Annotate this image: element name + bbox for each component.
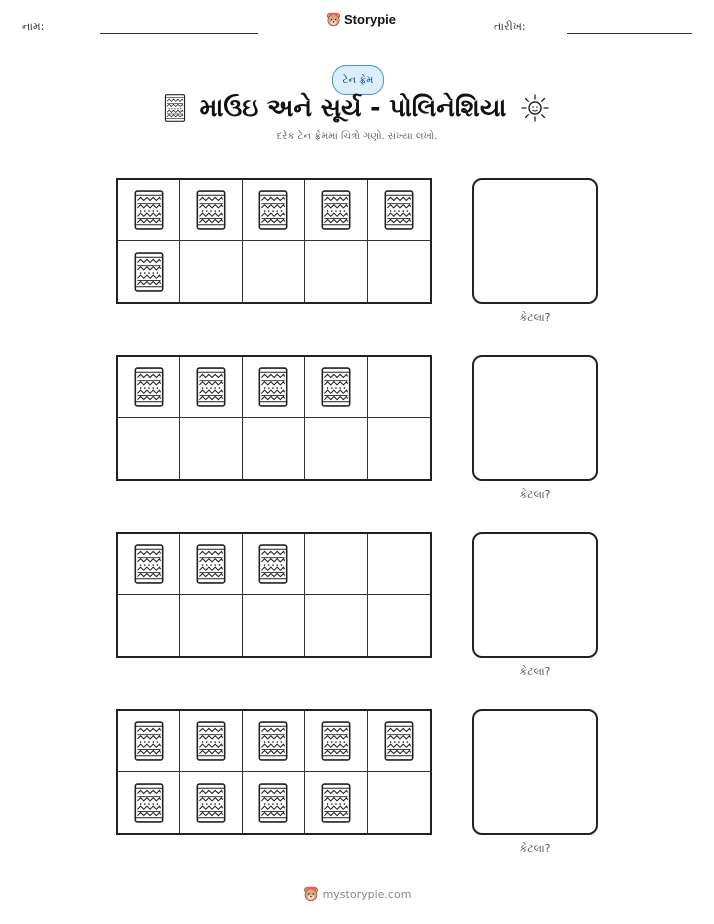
ten-frame-cell xyxy=(368,711,430,772)
ten-frame-cell xyxy=(180,241,242,302)
ten-frame-cell xyxy=(243,534,305,595)
ten-frame-cell xyxy=(368,241,430,302)
ten-frame-cell xyxy=(305,241,367,302)
ten-frame-cell xyxy=(243,180,305,241)
how-many-label: કેટલા? xyxy=(519,842,551,855)
how-many-label: કેટલા? xyxy=(519,311,551,324)
ten-frame-cell xyxy=(368,418,430,479)
ten-frame-cell xyxy=(243,711,305,772)
ten-frame-badge: ટેન ફ્રેમ xyxy=(332,65,384,95)
instructions: દરેક ટેન ફ્રેમમાં ચિત્રો ગણો. સંખ્યા લખો. xyxy=(276,131,438,142)
ten-frame-cell xyxy=(243,241,305,302)
name-label: નામ: xyxy=(22,20,45,33)
ten-frame-cell xyxy=(118,534,180,595)
name-line[interactable] xyxy=(100,33,258,34)
bear-icon xyxy=(303,886,319,902)
brand-name: Storypie xyxy=(344,12,397,27)
page-title: માઉઇ અને સૂર્ય - પોલિનેશિયા xyxy=(199,93,507,122)
answer-box[interactable] xyxy=(472,709,598,835)
ten-frame-cell xyxy=(305,595,367,656)
tapa-cloth-icon xyxy=(384,721,414,761)
ten-frame-cell xyxy=(118,595,180,656)
tapa-cloth-icon xyxy=(384,190,414,230)
tapa-cloth-icon xyxy=(134,783,164,823)
answer-box[interactable] xyxy=(472,178,598,304)
ten-frame-cell xyxy=(368,534,430,595)
ten-frame xyxy=(116,178,432,304)
ten-frame-cell xyxy=(180,357,242,418)
ten-frame-cell xyxy=(243,772,305,833)
tapa-cloth-icon xyxy=(258,544,288,584)
date-label: તારીખ: xyxy=(494,20,526,33)
tapa-cloth-icon xyxy=(134,190,164,230)
ten-frame-cell xyxy=(118,357,180,418)
ten-frame-cell xyxy=(368,595,430,656)
ten-frame-cell xyxy=(118,772,180,833)
ten-frame-cell xyxy=(180,711,242,772)
how-many-label: કેટલા? xyxy=(519,665,551,678)
ten-frame-cell xyxy=(180,595,242,656)
footer-url: mystorypie.com xyxy=(322,887,412,901)
answer-box[interactable] xyxy=(472,532,598,658)
sun-icon xyxy=(520,93,550,123)
how-many-label: કેટલા? xyxy=(519,488,551,501)
tapa-cloth-icon xyxy=(321,367,351,407)
ten-frame-cell xyxy=(180,418,242,479)
ten-frame-cell xyxy=(243,595,305,656)
ten-frame-cell xyxy=(368,772,430,833)
ten-frame-cell xyxy=(243,357,305,418)
tapa-cloth-icon xyxy=(321,783,351,823)
ten-frame xyxy=(116,532,432,658)
ten-frame-cell xyxy=(118,241,180,302)
ten-frame-cell xyxy=(118,180,180,241)
tapa-cloth-icon xyxy=(258,367,288,407)
ten-frame-cell xyxy=(305,418,367,479)
ten-frame-cell xyxy=(118,711,180,772)
tapa-cloth-icon xyxy=(196,367,226,407)
tapa-cloth-icon xyxy=(164,94,186,122)
tapa-cloth-icon xyxy=(321,190,351,230)
tapa-cloth-icon xyxy=(134,721,164,761)
ten-frame-cell xyxy=(368,357,430,418)
ten-frame-cell xyxy=(180,180,242,241)
ten-frame xyxy=(116,355,432,481)
ten-frame-cell xyxy=(305,711,367,772)
ten-frame-cell xyxy=(180,772,242,833)
brand-logo xyxy=(326,12,396,27)
tapa-cloth-icon xyxy=(134,252,164,292)
tapa-cloth-icon xyxy=(134,367,164,407)
tapa-cloth-icon xyxy=(196,190,226,230)
tapa-cloth-icon xyxy=(196,544,226,584)
ten-frame-cell xyxy=(305,180,367,241)
ten-frame-cell xyxy=(243,418,305,479)
ten-frame-cell xyxy=(180,534,242,595)
tapa-cloth-icon xyxy=(321,721,351,761)
tapa-cloth-icon xyxy=(258,783,288,823)
ten-frame-cell xyxy=(305,772,367,833)
ten-frame-cell xyxy=(368,180,430,241)
ten-frame-cell xyxy=(305,534,367,595)
ten-frame xyxy=(116,709,432,835)
footer xyxy=(0,886,714,902)
tapa-cloth-icon xyxy=(258,190,288,230)
answer-box[interactable] xyxy=(472,355,598,481)
ten-frame-cell xyxy=(118,418,180,479)
ten-frame-cell xyxy=(305,357,367,418)
tapa-cloth-icon xyxy=(258,721,288,761)
tapa-cloth-icon xyxy=(196,721,226,761)
tapa-cloth-icon xyxy=(196,783,226,823)
date-line[interactable] xyxy=(567,33,692,34)
bear-icon xyxy=(326,12,341,27)
tapa-cloth-icon xyxy=(134,544,164,584)
title-row xyxy=(0,90,714,126)
